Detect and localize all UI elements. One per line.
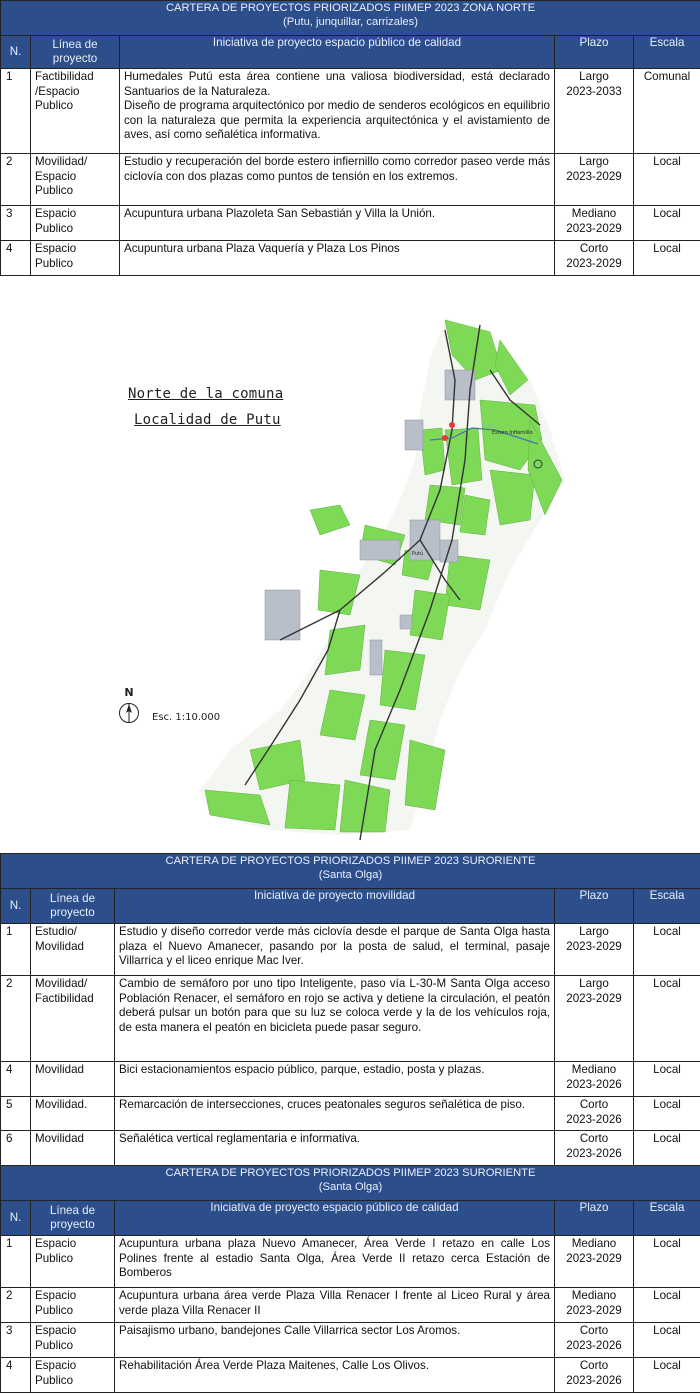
row-linea: Movilidad <box>31 1131 115 1166</box>
table-title-line1: CARTERA DE PROYECTOS PRIORIZADOS PIIMEP 2023 SURORIENTE <box>165 855 536 867</box>
row-plazo <box>555 1131 634 1166</box>
row-number: 4 <box>1 1358 31 1393</box>
map-area <box>0 280 700 852</box>
row-linea: Movilidad. <box>31 1097 115 1131</box>
plazo-period: 2023-2029 <box>566 1303 622 1317</box>
row-number: 1 <box>1 1236 31 1288</box>
row-description: Paisajismo urbano, bandejones Calle Villarrica sector Los Aromos. <box>115 1323 555 1358</box>
plazo-term: Largo <box>579 155 609 168</box>
header-plazo: Plazo <box>555 889 634 924</box>
row-number: 2 <box>1 1288 31 1323</box>
row-plazo <box>555 69 634 154</box>
row-plazo <box>555 924 634 976</box>
table-row <box>1 1236 700 1288</box>
plazo-term: Corto <box>579 1324 609 1337</box>
table-row <box>1 154 700 206</box>
row-linea: Estudio/ Movilidad <box>31 924 115 976</box>
row-escala: Comunal <box>634 69 700 154</box>
row-description: Rehabilitación Área Verde Plaza Maitenes, Calle Los Olivos. <box>115 1358 555 1393</box>
row-escala: Local <box>634 241 700 276</box>
map-label-putu: Putú <box>412 551 424 557</box>
row-description: Bici estacionamientos espacio público, parque, estadio, posta y plazas. <box>115 1062 555 1097</box>
table-title <box>1 1166 700 1201</box>
header-n: N. <box>1 1201 31 1236</box>
row-plazo <box>555 976 634 1062</box>
table-row <box>1 924 700 976</box>
row-plazo <box>555 1236 634 1288</box>
header-linea: Línea de proyecto <box>31 889 115 924</box>
table-row <box>1 206 700 241</box>
plazo-period: 2023-2029 <box>566 991 622 1005</box>
row-description <box>120 69 555 154</box>
row-escala: Local <box>634 1358 700 1393</box>
row-plazo <box>555 241 634 276</box>
table-title <box>1 854 700 889</box>
row-plazo <box>555 1062 634 1097</box>
header-escala: Escala <box>634 889 700 924</box>
plazo-term: Mediano <box>571 1063 617 1076</box>
row-number: 2 <box>1 976 31 1062</box>
plazo-period: 2023-2026 <box>566 1077 622 1091</box>
row-number: 6 <box>1 1131 31 1166</box>
row-escala: Local <box>634 1288 700 1323</box>
row-description: Acupuntura urbana plaza Nuevo Amanecer, Área Verde I retazo en calle Los Polines frente al estadio Santa Olga, Área Verde II retazo cerca Estación de Bomberos <box>115 1236 555 1288</box>
table-row <box>1 1131 700 1166</box>
row-plazo <box>555 1323 634 1358</box>
map-drawing <box>190 310 570 845</box>
plazo-period: 2023-2029 <box>566 221 622 235</box>
row-escala: Local <box>634 1062 700 1097</box>
plazo-period: 2023-2026 <box>566 1112 622 1126</box>
row-number: 4 <box>1 241 31 276</box>
header-iniciativa: Iniciativa de proyecto espacio público de calidad <box>115 1201 555 1236</box>
table-zona-norte <box>0 0 700 276</box>
plazo-period: 2023-2029 <box>566 1251 622 1265</box>
header-iniciativa: Iniciativa de proyecto espacio público de calidad <box>120 36 555 69</box>
row-number: 1 <box>1 924 31 976</box>
row-description: Remarcación de intersecciones, cruces peatonales seguros señalética de piso. <box>115 1097 555 1131</box>
north-arrow-icon <box>118 684 140 724</box>
plazo-period: 2023-2029 <box>566 939 622 953</box>
row-description: Acupuntura urbana área verde Plaza Villa Renacer I frente al Liceo Rural y área verde plaza Villa Renacer II <box>115 1288 555 1323</box>
plazo-term: Corto <box>579 1132 609 1145</box>
row-linea: Espacio Publico <box>31 1323 115 1358</box>
row-escala: Local <box>634 1323 700 1358</box>
plazo-term: Largo <box>579 977 609 990</box>
row-description-p1: Humedales Putú esta área contiene una valiosa biodiversidad, está declarado Santuarios de la Naturaleza. <box>124 70 550 98</box>
table-suroriente-espacio-publico <box>0 1165 700 1393</box>
row-plazo <box>555 1097 634 1131</box>
row-linea: Movilidad/ Espacio Publico <box>31 154 120 206</box>
plazo-period: 2023-2026 <box>566 1146 622 1160</box>
header-n: N. <box>1 36 31 69</box>
table-row <box>1 1323 700 1358</box>
row-description: Señalética vertical reglamentaria e informativa. <box>115 1131 555 1166</box>
table-suroriente-movilidad <box>0 853 700 1166</box>
row-linea: Espacio Publico <box>31 206 120 241</box>
row-plazo <box>555 1288 634 1323</box>
row-description: Cambio de semáforo por uno tipo Inteligente, paso vía L-30-M Santa Olga acceso Población Renacer, el semáforo en rojo se activa y detiene la circulación, el peatón deberá pulsar un botón para que su luz se coloca verde y la de los vehículos roja, de esta manera el peatón en bicicleta puede pasar seguro. <box>115 976 555 1062</box>
row-escala: Local <box>634 154 700 206</box>
table-row <box>1 1358 700 1393</box>
table-row <box>1 1288 700 1323</box>
row-linea: Espacio Publico <box>31 1236 115 1288</box>
row-plazo <box>555 206 634 241</box>
table-row <box>1 1097 700 1131</box>
map-title-line1: Norte de la comuna <box>128 386 284 402</box>
row-escala: Local <box>634 976 700 1062</box>
header-linea: Línea de proyecto <box>31 1201 115 1236</box>
plazo-term: Largo <box>579 925 609 938</box>
plazo-period: 2023-2029 <box>566 256 622 270</box>
table-title-line2: (Santa Olga) <box>318 1181 383 1193</box>
row-number: 3 <box>1 206 31 241</box>
header-escala: Escala <box>634 1201 700 1236</box>
row-plazo <box>555 154 634 206</box>
header-n: N. <box>1 889 31 924</box>
row-description: Acupuntura urbana Plaza Vaquería y Plaza Los Pinos <box>120 241 555 276</box>
header-escala: Escala <box>634 36 700 69</box>
map-scale: Esc. 1:10.000 <box>152 712 221 723</box>
table-title-line2: (Santa Olga) <box>318 869 383 881</box>
header-plazo: Plazo <box>555 36 634 69</box>
plazo-period: 2023-2029 <box>566 169 622 183</box>
row-number: 5 <box>1 1097 31 1131</box>
table-title-line1: CARTERA DE PROYECTOS PRIORIZADOS PIIMEP 2023 ZONA NORTE <box>165 2 536 14</box>
row-number: 4 <box>1 1062 31 1097</box>
plazo-period: 2023-2026 <box>566 1338 622 1352</box>
header-plazo: Plazo <box>555 1201 634 1236</box>
row-number: 3 <box>1 1323 31 1358</box>
header-linea: Línea de proyecto <box>31 36 120 69</box>
table-title <box>1 1 700 36</box>
plazo-term: Mediano <box>571 1237 617 1250</box>
row-escala: Local <box>634 206 700 241</box>
row-description-p2: Diseño de programa arquitectónico por medio de senderos ecológicos en equilibrio con la naturaleza que permita la experiencia arquitectónica y el avistamiento de aves, así como señalética informativa. <box>124 99 551 141</box>
row-escala: Local <box>634 924 700 976</box>
plazo-term: Largo <box>579 70 609 83</box>
plazo-period: 2023-2033 <box>566 84 622 98</box>
table-row <box>1 976 700 1062</box>
row-linea: Espacio Publico <box>31 1288 115 1323</box>
row-escala: Local <box>634 1131 700 1166</box>
row-escala: Local <box>634 1236 700 1288</box>
row-description: Estudio y recuperación del borde estero infiernillo como corredor paseo verde más ciclovía con dos plazas como puntos de tensión en los extremos. <box>120 154 555 206</box>
map-title-line2: Localidad de Putu <box>134 412 281 428</box>
row-number: 1 <box>1 69 31 154</box>
row-linea: Factibilidad /Espacio Publico <box>31 69 120 154</box>
table-row <box>1 1062 700 1097</box>
row-linea: Espacio Publico <box>31 1358 115 1393</box>
north-label: N <box>124 686 134 699</box>
plazo-term: Mediano <box>571 207 617 220</box>
table-title-line2: (Putu, junquillar, carrizales) <box>283 16 418 28</box>
table-row <box>1 241 700 276</box>
plazo-term: Mediano <box>571 1289 617 1302</box>
map-label-estero: Estero Infiernillo <box>492 430 533 436</box>
row-escala: Local <box>634 1097 700 1131</box>
header-iniciativa: Iniciativa de proyecto movilidad <box>115 889 555 924</box>
row-linea: Movilidad <box>31 1062 115 1097</box>
row-linea: Movilidad/ Factibilidad <box>31 976 115 1062</box>
table-title-line1: CARTERA DE PROYECTOS PRIORIZADOS PIIMEP 2023 SURORIENTE <box>165 1167 536 1179</box>
row-linea: Espacio Publico <box>31 241 120 276</box>
plazo-term: Corto <box>579 1359 609 1372</box>
row-plazo <box>555 1358 634 1393</box>
plazo-term: Corto <box>579 1098 609 1111</box>
row-description: Estudio y diseño corredor verde más ciclovía desde el parque de Santa Olga hasta plaza el Nuevo Amanecer, pasando por la posta de salud, el terminal, pasaje Villarrica y el liceo enrique Mac Iver. <box>115 924 555 976</box>
plazo-period: 2023-2026 <box>566 1373 622 1387</box>
plazo-term: Corto <box>579 242 609 255</box>
row-number: 2 <box>1 154 31 206</box>
table-row <box>1 69 700 154</box>
row-description: Acupuntura urbana Plazoleta San Sebastián y Villa la Unión. <box>120 206 555 241</box>
